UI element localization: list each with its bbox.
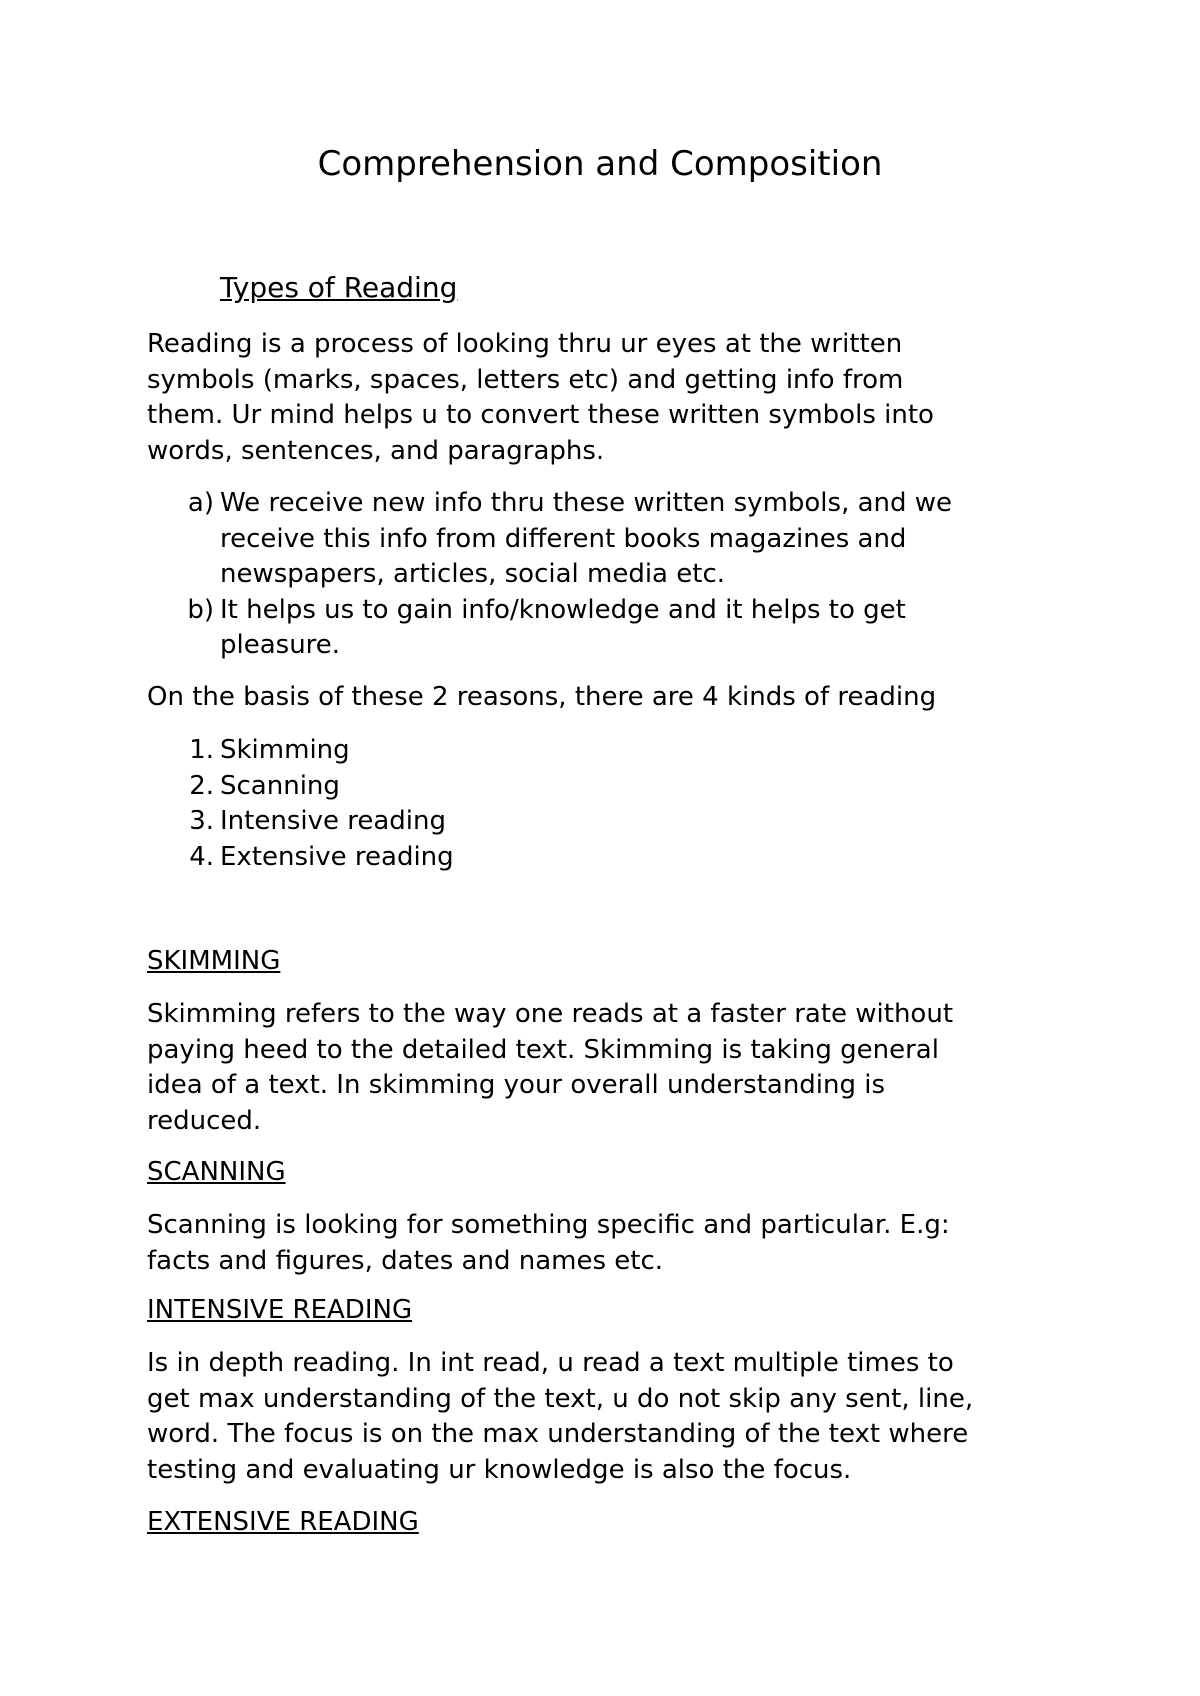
text-line: get max understanding of the text, u do not skip any sent, line, xyxy=(147,1383,974,1414)
page-title: Comprehension and Composition xyxy=(317,144,883,184)
intensive-reading-heading: INTENSIVE READING xyxy=(147,1295,413,1325)
text-line: Skimming refers to the way one reads at a faster rate without xyxy=(147,999,954,1029)
list-item xyxy=(147,804,454,840)
list-marker: a) xyxy=(187,488,214,518)
list-item xyxy=(147,486,952,593)
extensive-reading-heading: EXTENSIVE READING xyxy=(147,1507,419,1537)
list-marker: 2. xyxy=(189,770,214,801)
skimming-heading: SKIMMING xyxy=(147,946,281,976)
scanning-heading: SCANNING xyxy=(147,1157,286,1187)
text-line: It helps us to gain info/knowledge and it helps to get xyxy=(220,594,906,625)
kinds-intro-paragraph xyxy=(147,680,936,716)
text-line: We receive new info thru these written symbols, and we xyxy=(220,488,953,518)
text-line: facts and figures, dates and names etc. xyxy=(147,1245,664,1276)
text-line: On the basis of these 2 reasons, there are 4 kinds of reading xyxy=(147,682,937,712)
text-line: word. The focus is on the max understanding of the text where xyxy=(147,1419,969,1449)
text-line: pleasure. xyxy=(220,630,341,660)
scanning-paragraph xyxy=(147,1208,950,1279)
text-line: idea of a text. In skimming your overall understanding is xyxy=(147,1070,886,1100)
text-line: words, sentences, and paragraphs. xyxy=(147,435,605,466)
text-line: Reading is a process of looking thru ur eyes at the written xyxy=(147,329,903,359)
list-item-label: Intensive reading xyxy=(220,806,446,836)
section-subtitle: Types of Reading xyxy=(220,271,458,304)
reasons-list xyxy=(147,486,952,664)
text-line: paying heed to the detailed text. Skimming is taking general xyxy=(147,1034,939,1065)
list-item-label: Scanning xyxy=(220,770,340,801)
text-line: symbols (marks, spaces, letters etc) and getting info from xyxy=(147,364,904,395)
list-item xyxy=(147,840,454,876)
list-item xyxy=(147,769,454,805)
text-line: Is in depth reading. In int read, u read a text multiple times to xyxy=(147,1348,954,1378)
list-item-label: Skimming xyxy=(220,735,350,765)
text-line: testing and evaluating ur knowledge is also the focus. xyxy=(147,1454,852,1485)
text-line: reduced. xyxy=(147,1105,262,1136)
list-item xyxy=(147,733,454,769)
text-line: them. Ur mind helps u to convert these written symbols into xyxy=(147,400,934,430)
intensive-reading-paragraph xyxy=(147,1346,973,1488)
list-item-label: Extensive reading xyxy=(220,841,454,872)
list-marker: b) xyxy=(187,594,214,625)
list-marker: 4. xyxy=(189,841,214,872)
text-line: newspapers, articles, social media etc. xyxy=(220,559,726,589)
list-item xyxy=(147,593,952,664)
kinds-list xyxy=(147,733,454,875)
list-marker: 1. xyxy=(189,735,214,765)
intro-paragraph xyxy=(147,327,934,469)
list-marker: 3. xyxy=(189,806,214,836)
skimming-paragraph xyxy=(147,997,953,1139)
text-line: Scanning is looking for something specific and particular. E.g: xyxy=(147,1210,950,1240)
text-line: receive this info from different books magazines and xyxy=(220,523,907,554)
